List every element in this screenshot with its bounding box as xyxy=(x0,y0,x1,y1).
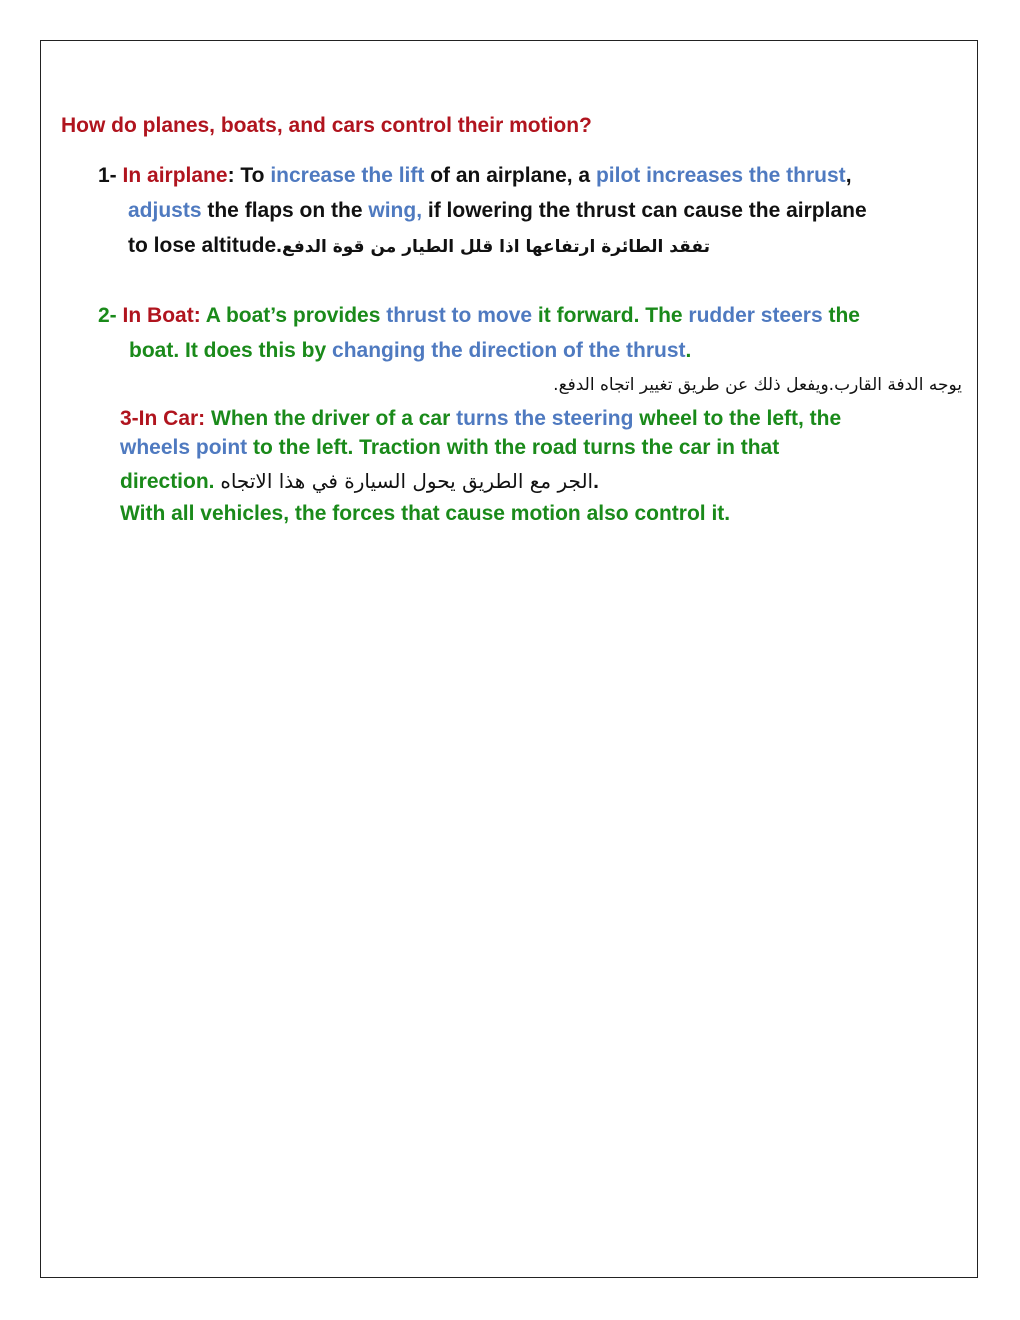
item1-line1: 1- In airplane: To increase the lift of an airplane, a pilot increases the thrust, xyxy=(98,164,852,187)
item3-line3: direction. الجر مع الطريق يحول السيارة في هذا الاتجاه. xyxy=(120,469,599,493)
item1-label: In airplane xyxy=(122,164,228,187)
item1-arabic: تفقد الطائرة ارتفاعها اذا قلل الطيار من قوة الدفع xyxy=(282,237,710,257)
question-heading: How do planes, boats, and cars control their motion? xyxy=(61,114,592,137)
highlight-increase-lift: increase the lift xyxy=(270,164,425,187)
conclusion: With all vehicles, the forces that cause motion also control it. xyxy=(120,502,731,525)
highlight-turns-steering: turns the steering xyxy=(456,407,634,430)
item2-label: In Boat: xyxy=(122,304,201,327)
item1-number: 1- xyxy=(98,164,117,187)
page-frame xyxy=(40,40,978,1278)
highlight-adjusts: adjusts xyxy=(128,199,202,222)
item2-line2: boat. It does this by changing the direction of the thrust. xyxy=(129,339,692,362)
item3-line2: wheels point to the left. Traction with the road turns the car in that xyxy=(120,436,780,459)
highlight-wing: wing, xyxy=(368,199,423,222)
item1-line3: to lose altitude.تفقد الطائرة ارتفاعها اذا قلل الطيار من قوة الدفع xyxy=(128,234,710,257)
highlight-changing-direction: changing the direction of the thrust xyxy=(332,339,686,362)
highlight-pilot-thrust: pilot increases the thrust xyxy=(595,164,846,187)
highlight-wheels-point: wheels point xyxy=(120,436,248,459)
item3-line1: 3-In Car: When the driver of a car turns the steering wheel to the left, the xyxy=(120,407,842,430)
highlight-thrust-move: thrust to move xyxy=(386,304,533,327)
highlight-rudder-steers: rudder steers xyxy=(688,304,823,327)
item2-number: 2- xyxy=(98,304,117,327)
item2-arabic: يوجه الدفة القارب.ويفعل ذلك عن طريق تغيير اتجاه الدفع. xyxy=(553,375,962,395)
item3-label: 3-In Car: xyxy=(120,407,206,430)
item2-line1: 2- In Boat: A boat’s provides thrust to move it forward. The rudder steers the xyxy=(98,304,860,327)
item1-line2: adjusts the flaps on the wing, if lowering the thrust can cause the airplane xyxy=(128,199,867,222)
item3-arabic: الجر مع الطريق يحول السيارة في هذا الاتجاه xyxy=(220,469,594,493)
